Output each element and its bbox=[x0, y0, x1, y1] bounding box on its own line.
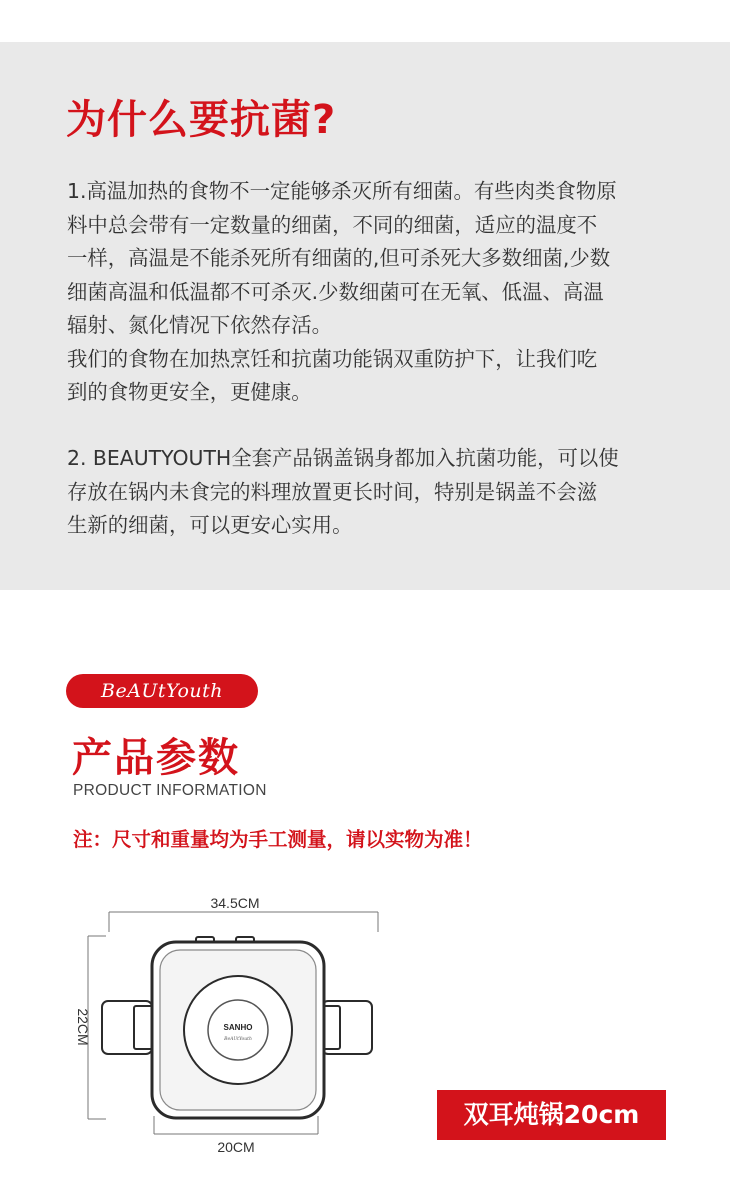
paragraph-line: 辐射、氮化情况下依然存活。 bbox=[67, 313, 333, 337]
lid-logo: SANHO bbox=[223, 1023, 253, 1032]
paragraph-line: 存放在锅内未食完的料理放置更长时间，特别是锅盖不会滋 bbox=[67, 479, 598, 504]
left-handle bbox=[102, 1001, 156, 1054]
section-title: 产品参数 bbox=[72, 735, 240, 781]
paragraph-line: 2. BEAUTYOUTH全套产品锅盖锅身都加入抗菌功能，可以使 bbox=[67, 446, 619, 470]
paragraph-line: 1.高温加热的食物不一定能够杀灭所有细菌。有些肉类食物原 bbox=[67, 179, 617, 203]
right-handle bbox=[318, 1001, 372, 1054]
section-subtitle: PRODUCT INFORMATION bbox=[73, 782, 267, 799]
paragraph-line: 生新的细菌，可以更安心实用。 bbox=[67, 513, 353, 537]
paragraph-line: 一样，高温是不能杀死所有细菌的,但可杀死大多数细菌,少数 bbox=[67, 246, 611, 270]
paragraph-line: 细菌高温和低温都不可杀灭.少数细菌可在无氧、低温、高温 bbox=[67, 279, 604, 304]
paragraph-line: 到的食物更安全，更健康。 bbox=[67, 380, 312, 404]
brand-pill: BeAUtYouth bbox=[66, 674, 258, 708]
height-label: 22CM bbox=[75, 1008, 91, 1046]
intro-title: 为什么要抗菌? bbox=[66, 97, 337, 143]
paragraph-line: 料中总会带有一定数量的细菌，不同的细菌，适应的温度不 bbox=[67, 212, 598, 237]
pot-dimension-diagram bbox=[60, 890, 380, 1160]
lid-logo-sub: BeAUtYouth bbox=[224, 1037, 252, 1042]
paragraph-line: 我们的食物在加热烹饪和抗菌功能锅双重防护下，让我们吃 bbox=[67, 346, 598, 371]
measurement-note: 注：尺寸和重量均为手工测量，请以实物为准！ bbox=[73, 828, 483, 851]
product-tag: 双耳炖锅20cm bbox=[437, 1090, 666, 1140]
intro-paragraph-1 bbox=[67, 175, 667, 410]
intro-paragraph-2 bbox=[67, 442, 667, 543]
width-label: 34.5CM bbox=[210, 895, 260, 911]
base-width-label: 20CM bbox=[217, 1139, 255, 1155]
